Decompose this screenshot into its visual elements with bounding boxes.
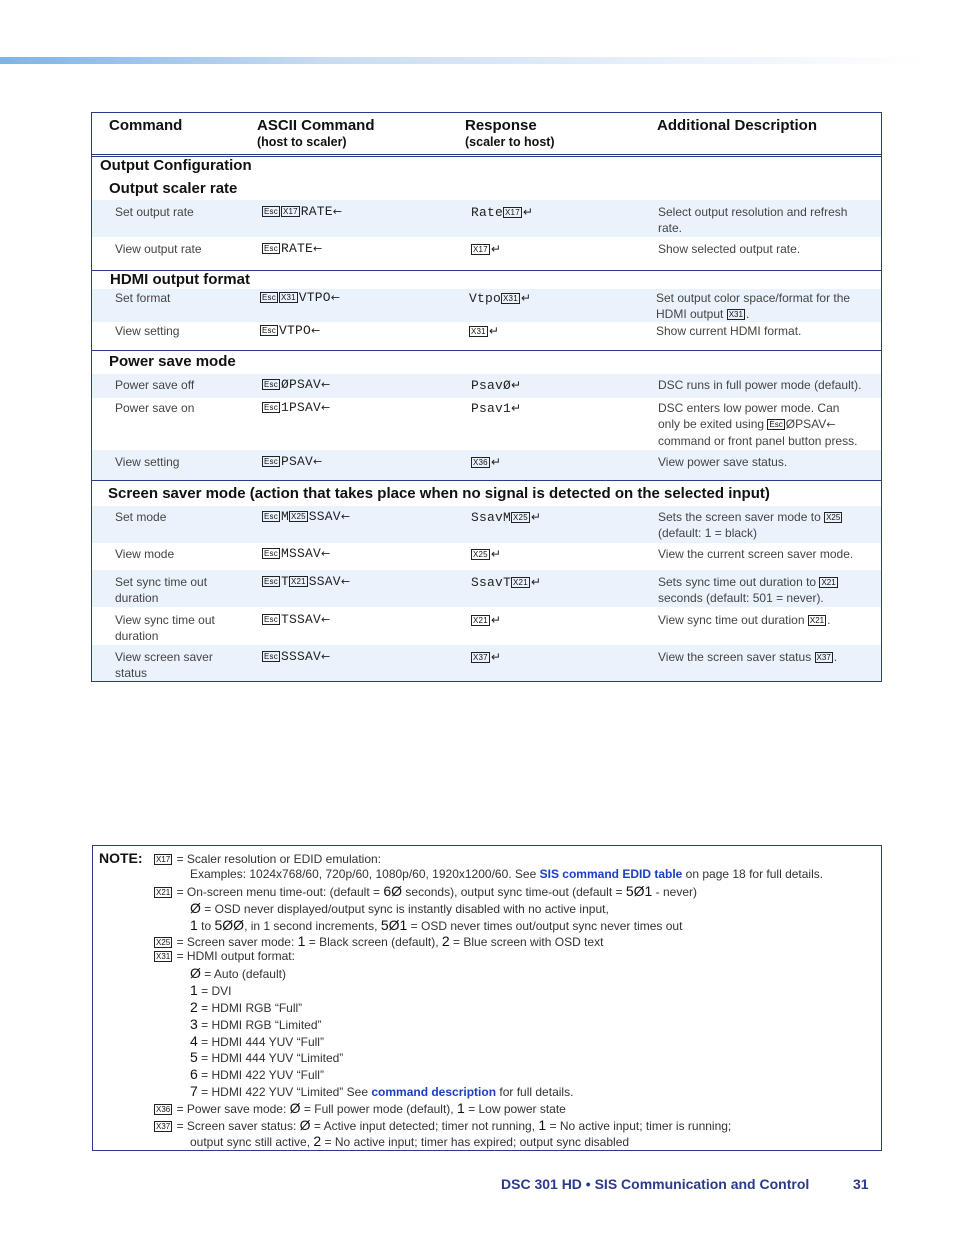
row-view-format-description: Show current HDMI format. xyxy=(656,324,802,338)
row-psav-on-ascii: Esc 1PSAV← xyxy=(264,400,331,415)
row-psav-off-command: Power save off xyxy=(115,378,195,392)
note-x17-line2: Examples: 1024x768/60, 720p/60, 1080p/60, 1920x1200/60. See SIS command EDID table on page 18 for full details. xyxy=(190,867,824,881)
row-view-rate-response: X17 ↵ xyxy=(473,242,502,256)
note-format-6: 6 = HDMI 422 YUV “Full” xyxy=(190,1066,324,1082)
section-divider xyxy=(92,350,881,351)
note-format-5: 5 = HDMI 444 YUV “Limited” xyxy=(190,1049,344,1065)
row-ss-view-command: View mode xyxy=(115,547,175,561)
row-set-rate-command: Set output rate xyxy=(115,205,194,219)
sis-command-edid-table-link[interactable]: SIS command EDID table xyxy=(539,867,683,881)
header-ascii: ASCII Command (host to scaler) xyxy=(257,117,375,149)
section-output-configuration: Output Configuration xyxy=(100,157,252,174)
row-view-rate-ascii: Esc RATE← xyxy=(264,241,323,256)
row-psav-view-description: View power save status. xyxy=(658,455,788,469)
row-ss-view-response: X25 ↵ xyxy=(473,547,502,561)
top-gradient-bar xyxy=(0,57,930,64)
note-format-2: 2 = HDMI RGB “Full” xyxy=(190,999,303,1015)
header-description: Additional Description xyxy=(657,117,818,134)
row-ss-status-description: View the screen saver status X37 . xyxy=(658,650,838,664)
row-ss-sync-view-ascii: Esc TSSAV← xyxy=(264,612,331,627)
row-view-format-command: View setting xyxy=(115,324,180,338)
note-format-3: 3 = HDMI RGB “Limited” xyxy=(190,1016,322,1032)
section-divider xyxy=(92,480,881,481)
header-command: Command xyxy=(109,117,183,134)
row-set-format-command: Set format xyxy=(115,291,171,305)
command-table xyxy=(91,112,882,682)
row-ss-set-ascii: Esc M X25 SSAV← xyxy=(264,509,351,524)
row-psav-view-response: X36 ↵ xyxy=(473,455,502,469)
row-view-rate-command: View output rate xyxy=(115,242,202,256)
row-set-rate-description: Select output resolution and refresh rate. xyxy=(658,205,848,235)
row-set-format-description: Set output color space/format for the HDMI output X31 . xyxy=(656,291,851,321)
note-x21-line2: Ø = OSD never displayed/output sync is instantly disabled with no active input, xyxy=(190,900,609,916)
row-psav-view-command: View setting xyxy=(115,455,180,469)
note-x37-line1: X37 = Screen saver status: Ø = Active input detected; timer not running, 1 = No active input; timer is running; xyxy=(156,1117,732,1133)
row-ss-set-description: Sets the screen saver mode to X25 (default: 1 = black) xyxy=(658,510,841,540)
row-psav-off-response: PsavØ↵ xyxy=(471,378,522,393)
note-x37-line2: output sync still active, 2 = No active input; timer has expired; output sync disabled xyxy=(190,1133,630,1149)
section-output-scaler-rate: Output scaler rate xyxy=(109,180,238,197)
row-ss-sync-description: Sets sync time out duration to X21 seconds (default: 501 = never). xyxy=(658,575,836,605)
row-psav-off-ascii: Esc ØPSAV← xyxy=(264,377,331,392)
row-ss-view-description: View the current screen saver mode. xyxy=(658,547,854,561)
row-view-rate-description: Show selected output rate. xyxy=(658,242,801,256)
page-number: 31 xyxy=(853,1176,869,1192)
row-ss-status-ascii: Esc SSSAV← xyxy=(264,649,331,664)
table-header xyxy=(92,113,881,155)
footer-title: DSC 301 HD • SIS Communication and Control xyxy=(501,1176,810,1192)
note-format-0: Ø = Auto (default) xyxy=(190,965,286,981)
row-ss-sync-view-command: View sync time out duration xyxy=(115,613,215,643)
note-x25-line: X25 = Screen saver mode: 1 = Black screen (default), 2 = Blue screen with OSD text xyxy=(156,933,604,949)
row-set-rate-ascii: Esc X17 RATE← xyxy=(264,204,343,219)
row-set-rate-response: Rate X17 ↵ xyxy=(471,205,534,220)
row-ss-view-ascii: Esc MSSAV← xyxy=(264,546,331,561)
row-ss-sync-view-description: View sync time out duration X21 . xyxy=(658,613,831,627)
row-ss-sync-response: SsavT X21 ↵ xyxy=(471,575,542,590)
row-psav-off-description: DSC runs in full power mode (default). xyxy=(658,378,862,392)
row-ss-status-response: X37 ↵ xyxy=(473,650,502,664)
section-hdmi-output-format: HDMI output format xyxy=(110,271,250,288)
note-title: NOTE: xyxy=(99,850,143,866)
row-psav-on-description: DSC enters low power mode. Can only be exited using Esc ØPSAV← command or front panel button press. xyxy=(658,401,858,448)
command-description-link[interactable]: command description xyxy=(371,1085,497,1099)
row-ss-sync-ascii: Esc T X21 SSAV← xyxy=(264,574,351,589)
row-psav-view-ascii: Esc PSAV← xyxy=(264,454,323,469)
row-view-format-response: X31 ↵ xyxy=(471,324,500,338)
section-screen-saver-mode: Screen saver mode (action that takes place when no signal is detected on the selected input) xyxy=(108,485,770,502)
note-box xyxy=(92,845,882,1151)
row-set-format-ascii: Esc X31 VTPO← xyxy=(262,290,341,305)
row-ss-status-command: View screen saver status xyxy=(115,650,213,680)
note-format-7: 7 = HDMI 422 YUV “Limited” See command description for full details. xyxy=(190,1083,574,1099)
note-x31-line: X31 = HDMI output format: xyxy=(156,949,295,963)
header-response: Response (scaler to host) xyxy=(465,117,555,149)
note-x21-line3: 1 to 5ØØ, in 1 second increments, 5Ø1 = OSD never times out/output sync never times out xyxy=(190,917,683,933)
row-ss-set-command: Set mode xyxy=(115,510,167,524)
row-psav-on-response: Psav1↵ xyxy=(471,401,522,416)
note-format-4: 4 = HDMI 444 YUV “Full” xyxy=(190,1033,324,1049)
note-x36-line: X36 = Power save mode: Ø = Full power mode (default), 1 = Low power state xyxy=(156,1100,566,1116)
row-view-format-ascii: Esc VTPO← xyxy=(262,323,321,338)
note-x17-line1: X17 = Scaler resolution or EDID emulation: xyxy=(156,852,382,866)
row-ss-sync-view-response: X21 ↵ xyxy=(473,613,502,627)
row-ss-sync-command: Set sync time out duration xyxy=(115,575,208,605)
section-power-save-mode: Power save mode xyxy=(109,353,236,370)
note-x21-line1: X21 = On-screen menu time-out: (default = 6Ø seconds), output sync time-out (default = 5Ø1 - never) xyxy=(156,883,698,899)
row-ss-set-response: SsavM X25 ↵ xyxy=(471,510,542,525)
row-set-format-response: Vtpo X31 ↵ xyxy=(469,291,532,306)
row-psav-on-command: Power save on xyxy=(115,401,195,415)
note-format-1: 1 = DVI xyxy=(190,982,232,998)
